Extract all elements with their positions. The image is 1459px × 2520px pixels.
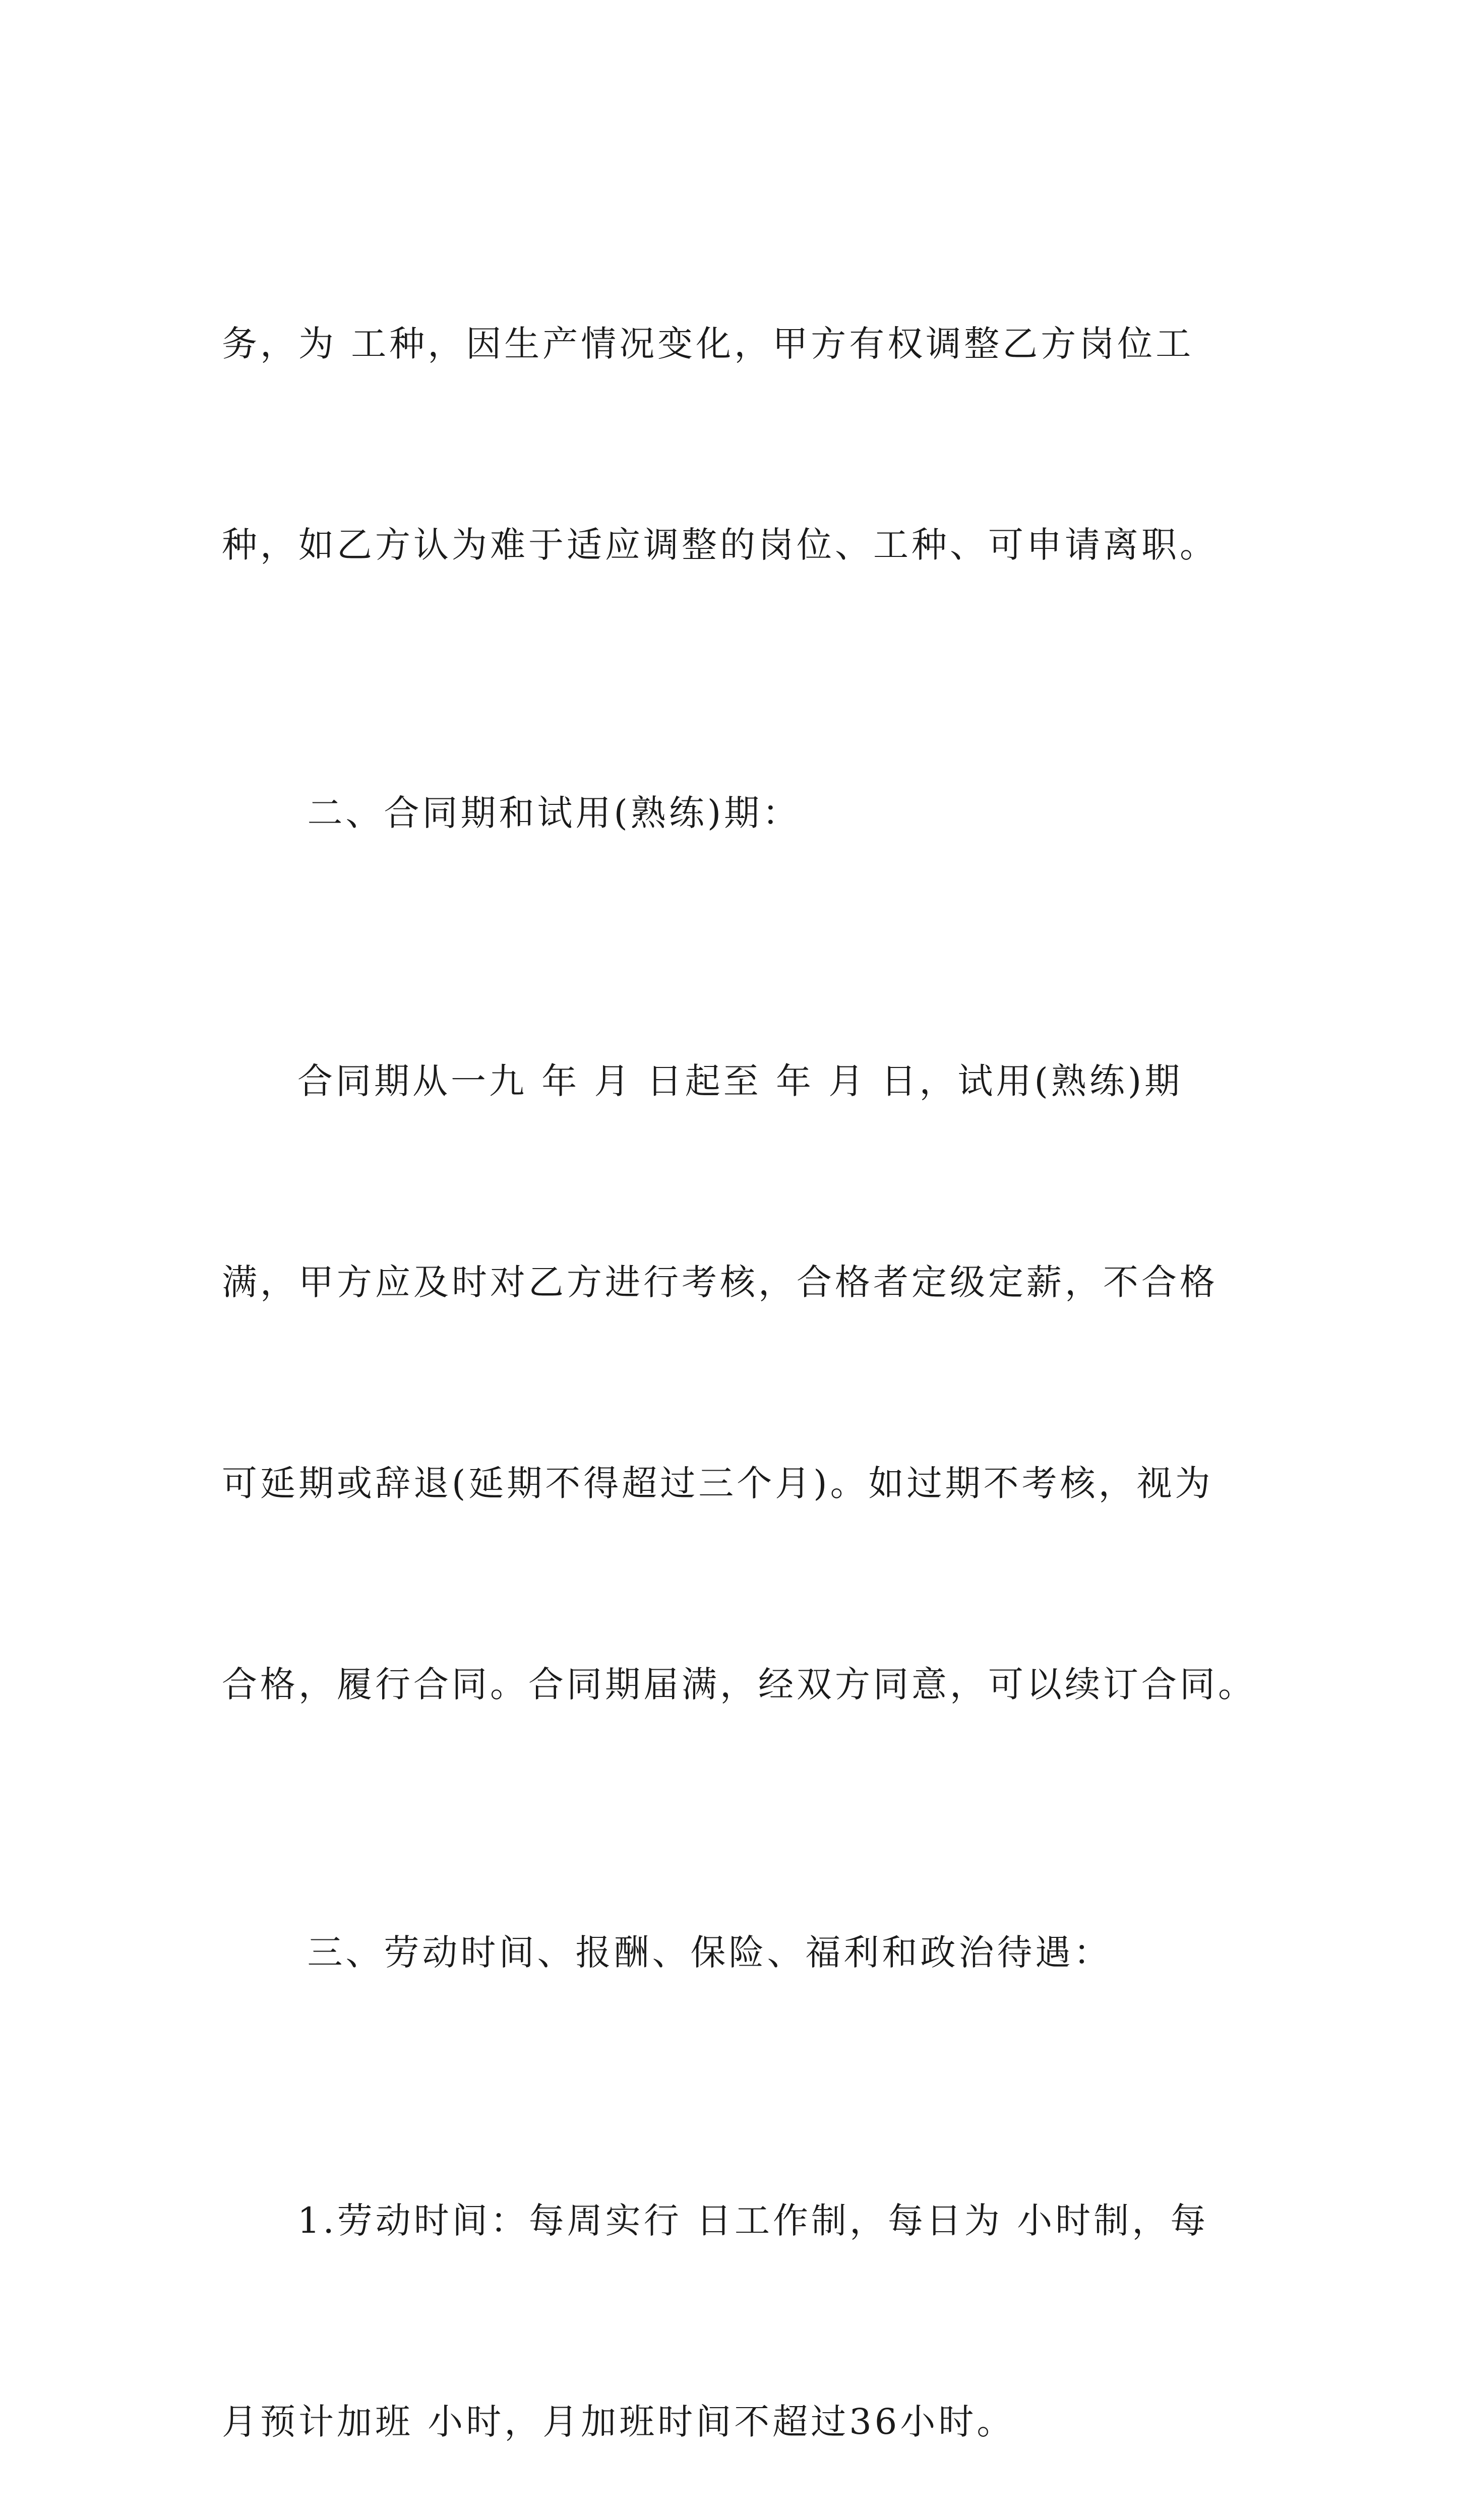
paragraph-working-hours — [222, 2053, 1250, 2520]
section-heading-contract-period — [222, 713, 1250, 914]
section-heading-working-conditions — [222, 1852, 1250, 2053]
text-line: 种，如乙方认为难于适应调整的岗位、工种、可申请离职。 — [222, 524, 1218, 565]
text-line: 可延期或辞退(延期不得超过三个月)。如过期不考核，视为 — [222, 1463, 1213, 1504]
text-line: 1.劳动时间：每周实行 日工作制，每日为 小时制，每 — [297, 2200, 1209, 2241]
text-line: 三、劳动时间、报酬、保险、福利和政治待遇： — [307, 1932, 1112, 1973]
text-line: 二、合同期和试用(熟练)期： — [307, 792, 801, 834]
text-line: 满，甲方应及时对乙方进行考核，合格者定级定薪，不合格 — [222, 1262, 1218, 1303]
text-line: 合格，履行合同。合同期届满，经双方同意，可以续订合同。 — [222, 1664, 1256, 1705]
paragraph-contract-period — [222, 914, 1256, 1852]
text-line: 务，为 工种，因生产情况变化，甲方有权调整乙方岗位工 — [222, 323, 1194, 364]
text-line: 月预计加班 小时，月加班时间不超过36小时。 — [222, 2401, 1015, 2442]
paragraph-job-duties — [222, 176, 1250, 713]
text-line: 合同期从一九 年 月 日起至 年 月 日，试用(熟练)期 — [297, 1060, 1183, 1102]
document-body — [222, 176, 1256, 2520]
